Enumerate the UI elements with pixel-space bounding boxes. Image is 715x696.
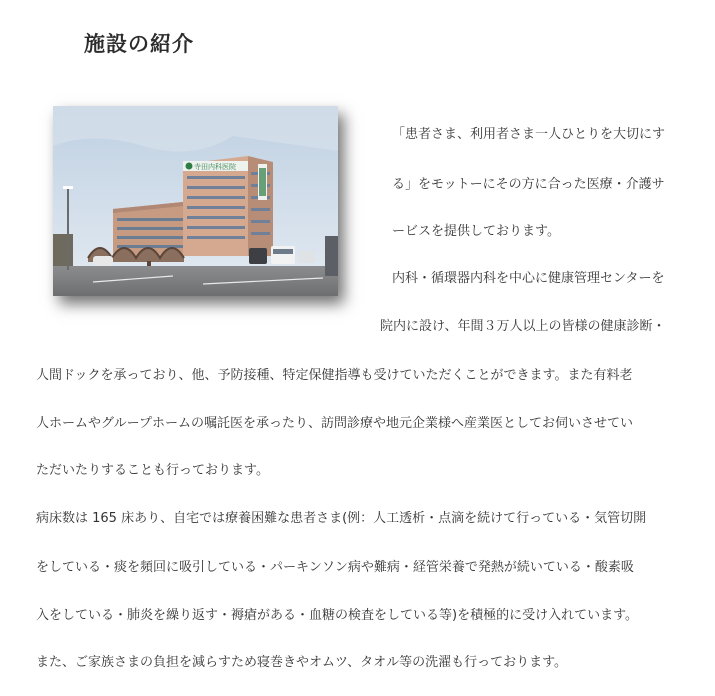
building-sign-text: 寺田内科医院 bbox=[194, 163, 236, 171]
body-line-2: る」をモットーにその方に合った医療・介護サ bbox=[392, 177, 665, 192]
body-line-5: 院内に設け、年間３万人以上の皆様の健康診断・ bbox=[380, 319, 666, 334]
body-line-11: 入をしている・肺炎を繰り返す・褥瘡がある・血糖の検査をしている等)を積極的に受け入れています。 bbox=[36, 608, 639, 623]
page-title: 施設の紹介 bbox=[84, 32, 194, 56]
body-line-4: 内科・循環器内科を中心に健康管理センターを bbox=[392, 271, 665, 286]
body-line-9: 病床数は 165 床あり、自宅では療養困難な患者さま(例：人工透析・点滴を続けて行っている・気管切開 bbox=[36, 511, 647, 526]
body-line-8: ただいたりすることも行っております。 bbox=[36, 463, 269, 478]
body-line-12: また、ご家族さまの負担を減らすため寝巻きやオムツ、タオル等の洗濯も行っております。 bbox=[36, 655, 568, 670]
body-line-6: 人間ドックを承っており、他、予防接種、特定保健指導も受けていただくことができます。また有料老 bbox=[36, 368, 633, 383]
body-line-10: をしている・痰を頻回に吸引している・パーキンソン病や難病・経管栄養で発熱が続いている・酸素吸 bbox=[36, 560, 634, 575]
facility-photo bbox=[53, 106, 338, 296]
body-line-1: 「患者さま、利用者さま一人ひとりを大切にす bbox=[392, 127, 666, 142]
body-line-7: 人ホームやグループホームの嘱託医を承ったり、訪問診療や地元企業様へ産業医としてお伺いさせてい bbox=[36, 416, 633, 431]
body-line-3: ービスを提供しております。 bbox=[392, 224, 560, 239]
hospital-building-image bbox=[53, 106, 338, 296]
